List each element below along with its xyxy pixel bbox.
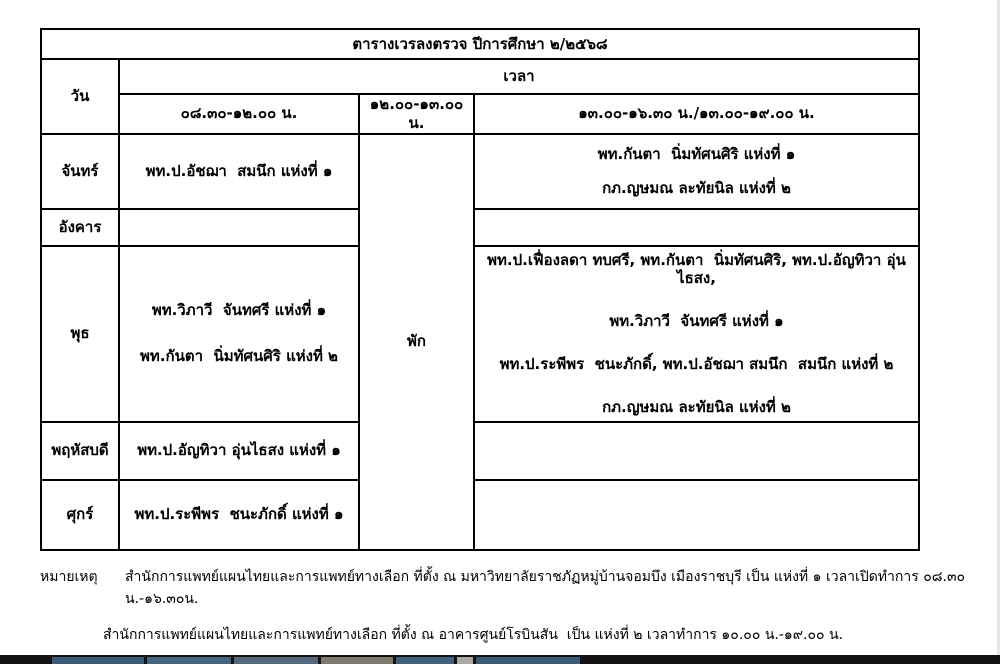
cell-friday-afternoon	[474, 480, 919, 550]
duty-entry: พท.ป.อัญทิวา อุ่นไธสง แห่งที่ ๑	[137, 441, 341, 460]
cell-monday-morning	[119, 134, 359, 209]
taskbar-item[interactable]	[147, 657, 231, 664]
duty-entry: พท.กันตา นิ่มทัศนศิริ แห่งที่ ๒	[140, 347, 338, 365]
cell-wednesday-morning	[119, 246, 359, 422]
cell-thursday-morning	[119, 422, 359, 480]
duty-entry: พท.ป.อัชฌา สมนึก แห่งที่ ๑	[145, 161, 333, 180]
cell-wednesday-afternoon	[474, 246, 919, 422]
notes-section	[40, 566, 970, 646]
header-slot-morning: ๐๘.๓๐-๑๒.๐๐ น.	[119, 94, 359, 134]
duty-entry: พท.ป.เฟื่องลดา ทบศรี, พท.กันตา นิ่มทัศนศิริ, พท.ป.อัญทิวา อุ่นไธสง,	[487, 250, 906, 288]
table-title: ตารางเวรลงตรวจ ปีการศึกษา ๒/๒๕๖๘	[41, 29, 919, 59]
duty-entry: กภ.ญษมณ ละทัยนิล แห่งที่ ๒	[602, 397, 791, 416]
duty-entry: พท.วิภาวี จันทศรี แห่งที่ ๑	[151, 301, 327, 320]
taskbar	[0, 655, 1000, 664]
taskbar-item[interactable]	[52, 657, 144, 664]
day-label-wednesday: พุธ	[41, 246, 119, 422]
header-day: วัน	[41, 59, 119, 134]
duty-entry: พท.ป.ระพีพร ชนะภักดิ์, พท.ป.อัชฌา สมนึก สมนึก แห่งที่ ๒	[499, 354, 894, 373]
day-label-thursday: พฤหัสบดี	[41, 422, 119, 480]
header-slot-afternoon: ๑๓.๐๐-๑๖.๓๐ น./๑๓.๐๐-๑๙.๐๐ น.	[474, 94, 919, 134]
duty-entry: พท.กันตา นิ่มทัศนศิริ แห่งที่ ๑	[597, 144, 796, 163]
cell-break: พัก	[359, 134, 474, 550]
duty-entry: กภ.ญษมณ ละทัยนิล แห่งที่ ๒	[602, 178, 791, 197]
duty-entry: พท.ป.ระพีพร ชนะภักดิ์ แห่งที่ ๑	[134, 505, 344, 524]
cell-tuesday-afternoon	[474, 209, 919, 246]
taskbar-item[interactable]	[476, 657, 580, 664]
duty-entry: พท.วิภาวี จันทศรี แห่งที่ ๑	[609, 312, 784, 331]
cell-tuesday-morning	[119, 209, 359, 246]
header-time: เวลา	[119, 59, 919, 94]
taskbar-item[interactable]	[457, 657, 473, 664]
taskbar-item[interactable]	[321, 657, 393, 664]
taskbar-item[interactable]	[396, 657, 454, 664]
note-line: สำนักการแพทย์แผนไทยและการแพทย์ทางเลือก ที่ตั้ง ณ อาคารศูนย์โรบินสัน เป็น แห่งที่ ๒ เวลาทำการ ๑๐.๐๐ น.-๑๙.๐๐ น.	[103, 627, 844, 643]
duty-schedule-table	[40, 28, 920, 551]
day-label-monday: จันทร์	[41, 134, 119, 209]
notes-label: หมายเหตุ	[40, 569, 98, 585]
taskbar-item[interactable]	[234, 657, 318, 664]
cell-thursday-afternoon	[474, 422, 919, 480]
day-label-friday: ศุกร์	[41, 480, 119, 550]
cell-monday-afternoon	[474, 134, 919, 209]
header-slot-lunch: ๑๒.๐๐-๑๓.๐๐ น.	[359, 94, 474, 134]
note-line: สำนักการแพทย์แผนไทยและการแพทย์ทางเลือก ที่ตั้ง ณ มหาวิทยาลัยราชภัฏหมู่บ้านจอมบึง เมืองราชบุรี เป็น แห่งที่ ๑ เวลาเปิดทำการ ๐๘.๓๐ น.-๑๖.๓๐น.	[125, 569, 970, 607]
cell-friday-morning	[119, 480, 359, 550]
day-label-tuesday: อังคาร	[41, 209, 119, 246]
